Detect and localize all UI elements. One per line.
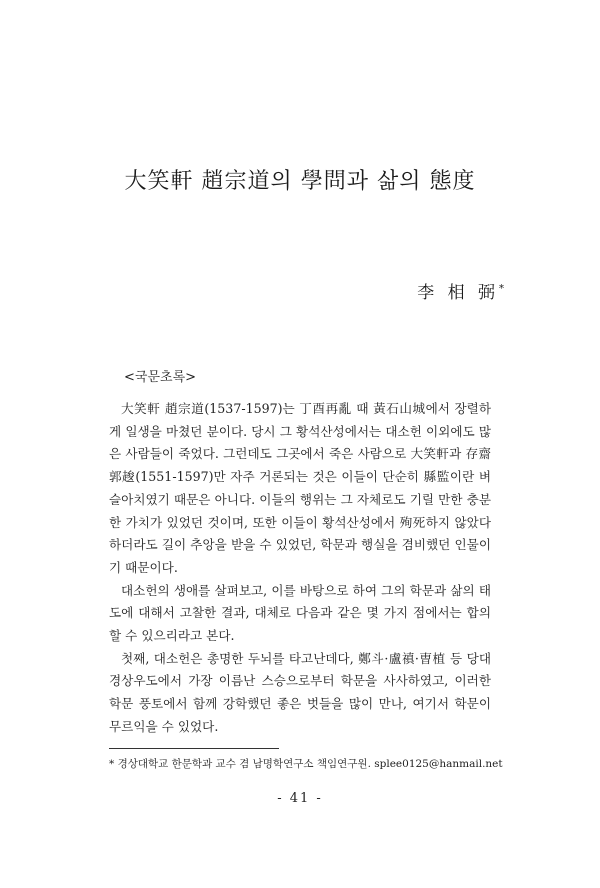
abstract-heading: <국문초록> (124, 370, 197, 385)
author-footnote: * 경상대학교 한문학과 교수 겸 남명학연구소 책임연구원. splee0125@hanmail.net (109, 758, 503, 770)
paper-title: 大笑軒 趙宗道의 學問과 삶의 態度 (124, 169, 476, 194)
footnote-divider (109, 748, 279, 749)
abstract-body (109, 398, 491, 739)
author-name: 李 相 弼 (417, 283, 499, 303)
author-footnote-mark: * (499, 283, 504, 295)
abstract-paragraph-3: 첫째, 대소헌은 총명한 두뇌를 타고난데다, 鄭斗·盧禛·曺植 등 당대 경상우도에서 가장 이름난 스승으로부터 학문을 사사하였고, 이러한 학문 풍토에서 함께 강학했던 좋은 벗들을 많이 만나, 여기서 학문이 무르익을 수 있었다. (109, 650, 491, 734)
author-line (417, 278, 504, 303)
abstract-paragraph-1: 大笑軒 趙宗道(1537-1597)는 丁酉再亂 때 黃石山城에서 장렬하게 일생을 마쳤던 분이다. 당시 그 황석산성에서는 대소헌 이외에도 많은 사람들이 죽었다. 그런데도 그곳에서 죽은 사람으로 大笑軒과 存齋 郭䞭(1551-1597)만 자주 거론되는 것은 이들이 단순히 縣監이란 벼슬아치였기 때문은 아니다. 이들의 행위는 그 자체로도 기릴 만한 충분한 가치가 있었던 것이며, 또한 이들이 황석산성에서 殉死하지 않았다 하더라도 길이 추앙을 받을 수 있었던, 학문과 행실을 겸비했던 인물이기 때문이다. (109, 401, 491, 575)
page-number: - 41 - (277, 791, 323, 806)
abstract-paragraph-2: 대소헌의 생애를 살펴보고, 이를 바탕으로 하여 그의 학문과 삶의 태도에 대해서 고찰한 결과, 대체로 다음과 같은 몇 가지 점에서는 합의할 수 있으리라고 본다. (109, 582, 491, 644)
